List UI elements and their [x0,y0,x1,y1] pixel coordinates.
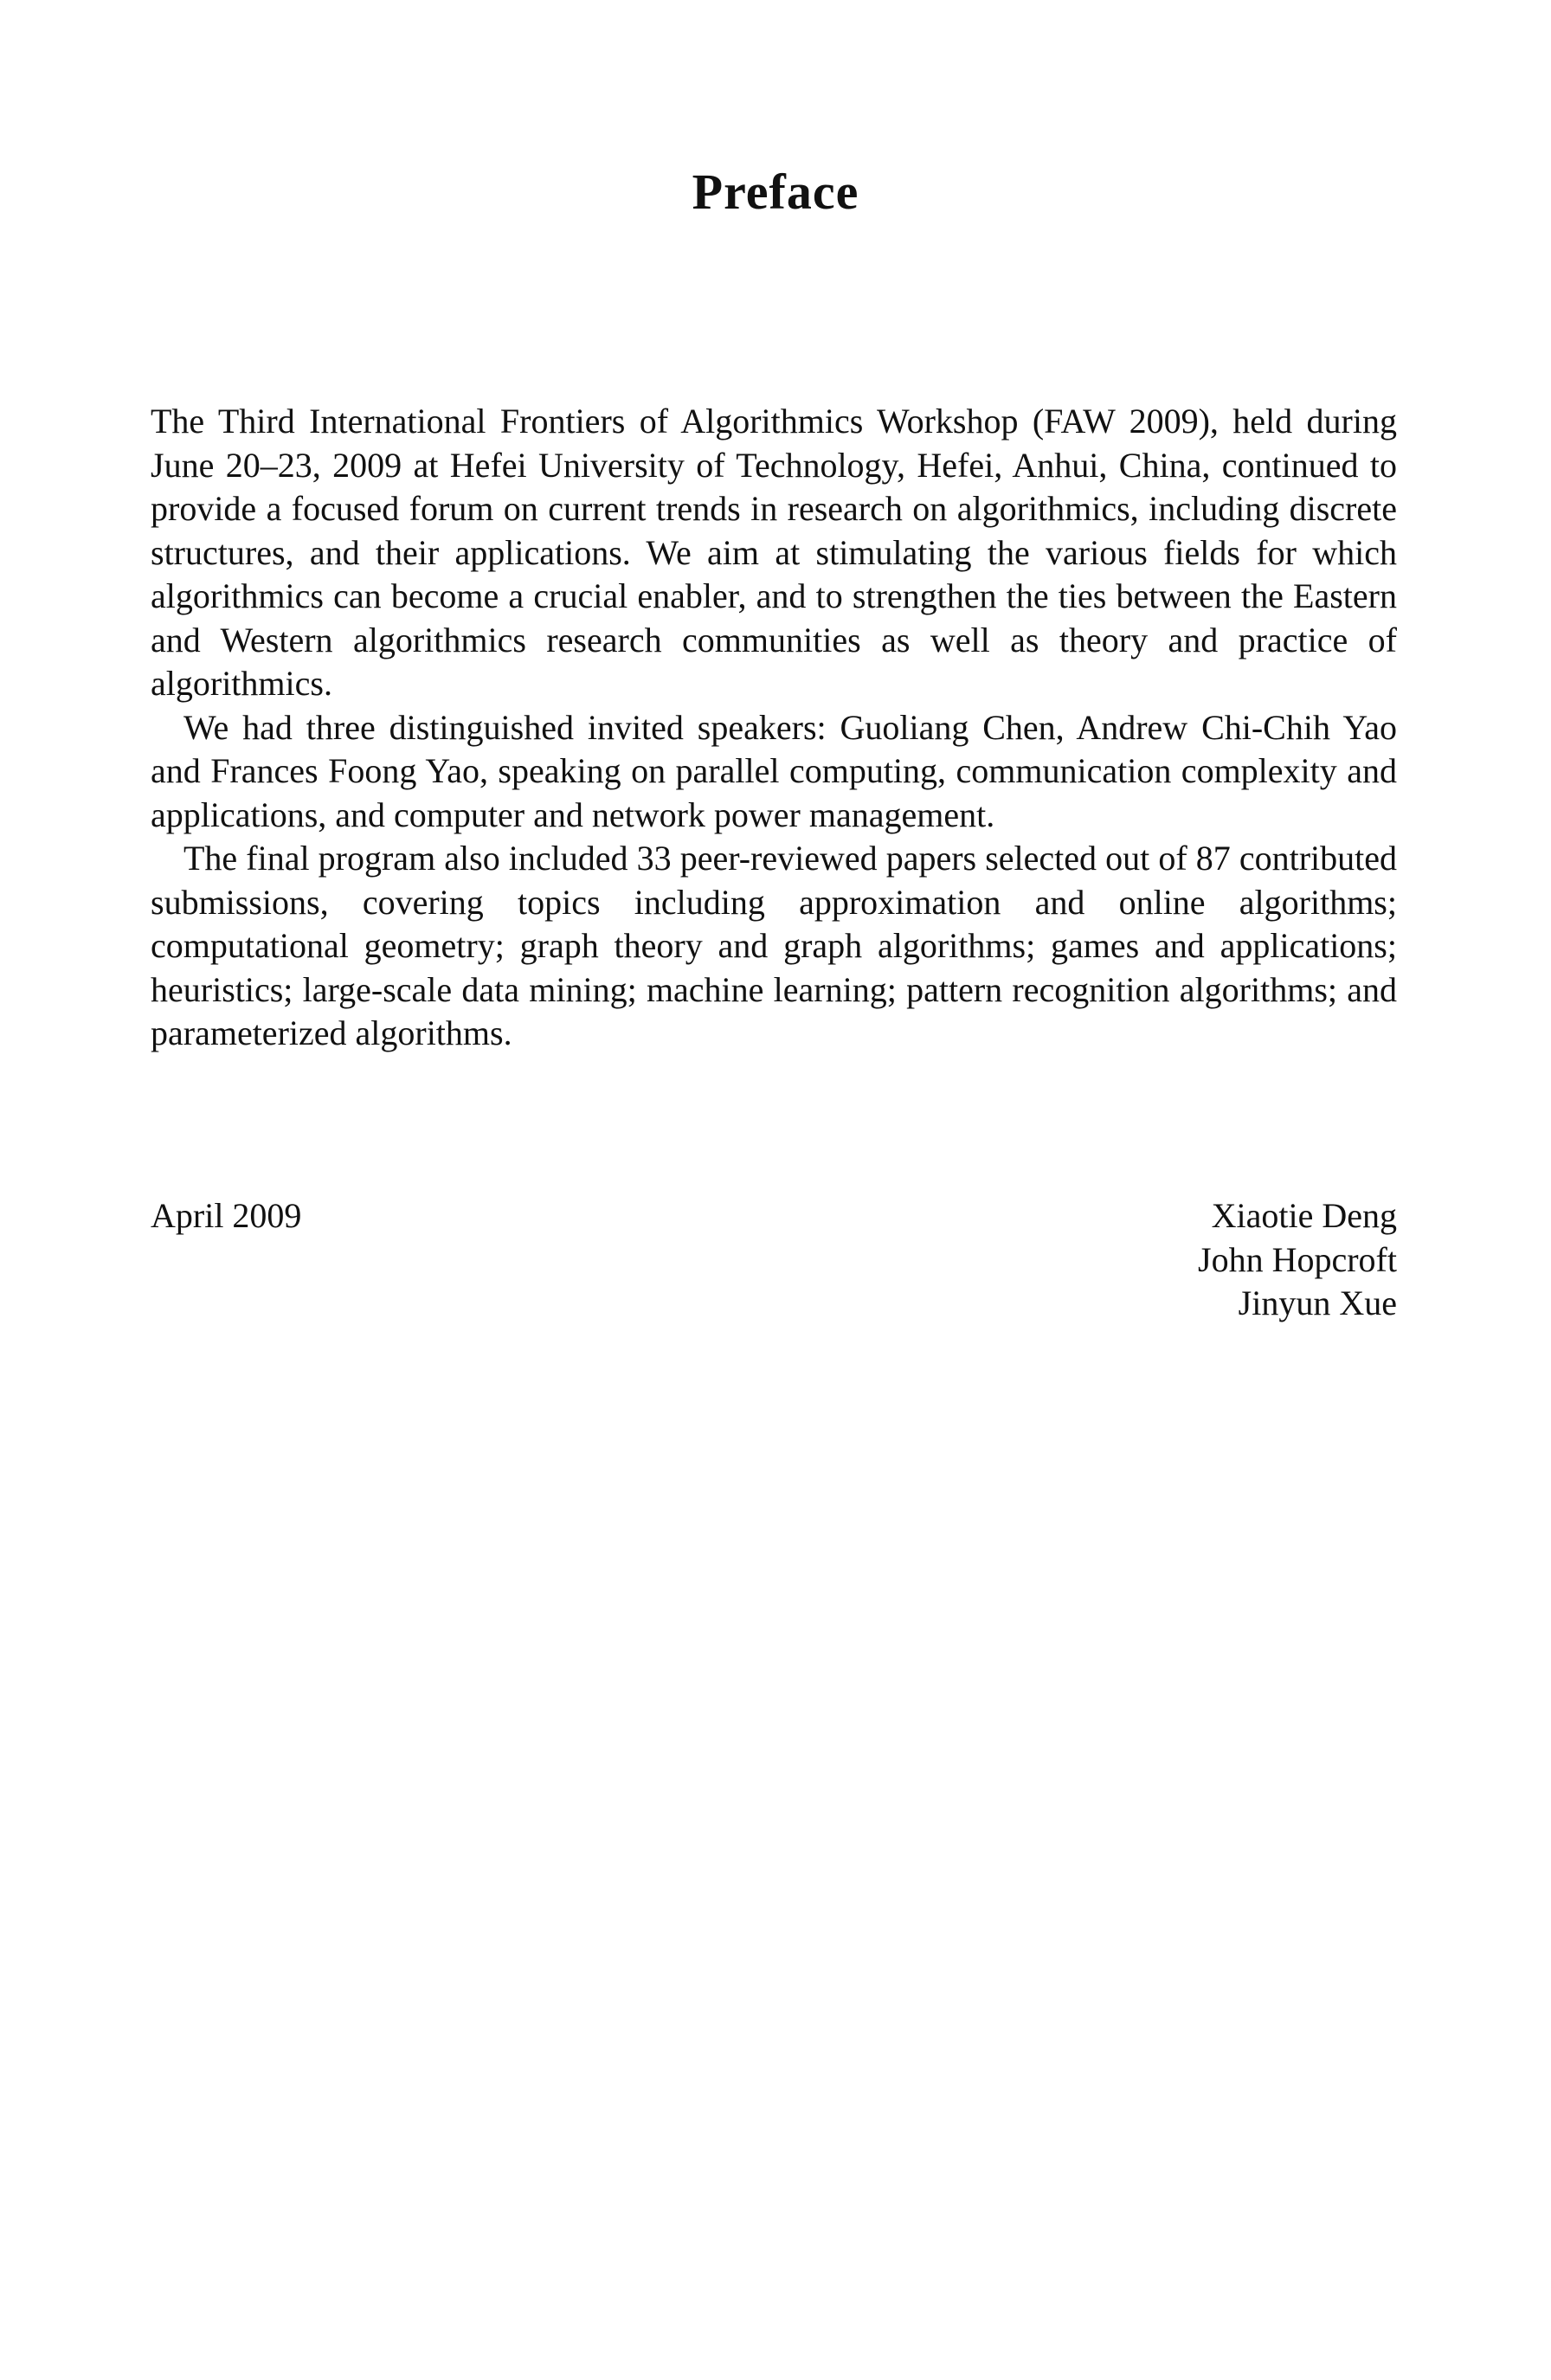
preface-body [151,400,1397,1056]
author-name: Xiaotie Deng [1211,1196,1397,1235]
date: April 2009 [151,1196,302,1235]
author-name: John Hopcroft [1198,1239,1397,1279]
author-list [1198,1194,1397,1326]
author-name: Jinyun Xue [1238,1283,1397,1322]
paragraph: The Third International Frontiers of Algorithmics Workshop (FAW 2009), held during June 20–23, 2009 at Hefei University of Technology, Hefei, Anhui, China, continued to provide a focused forum on current trends in research on algorithmics, including discrete structures, and their applications. We aim at stimulating the various fields for which algorithmics can become a crucial enabler, and to strengthen the ties between the Eastern and Western algorithmics research communities as well as theory and practice of algorithmics. [151,402,1397,703]
page-title: Preface [692,164,859,220]
paragraph: We had three distinguished invited speakers: Guoliang Chen, Andrew Chi-Chih Yao and Frances Foong Yao, speaking on parallel computing, communication complexity and applications, and computer and network power management. [151,707,1397,834]
paragraph: The final program also included 33 peer-reviewed papers selected out of 87 contributed submissions, covering topics including approximation and online algorithms; computational geometry; graph theory and graph algorithms; games and applications; heuristics; large-scale data mining; machine learning; pattern recognition algorithms; and parameterized algorithms. [151,839,1397,1052]
